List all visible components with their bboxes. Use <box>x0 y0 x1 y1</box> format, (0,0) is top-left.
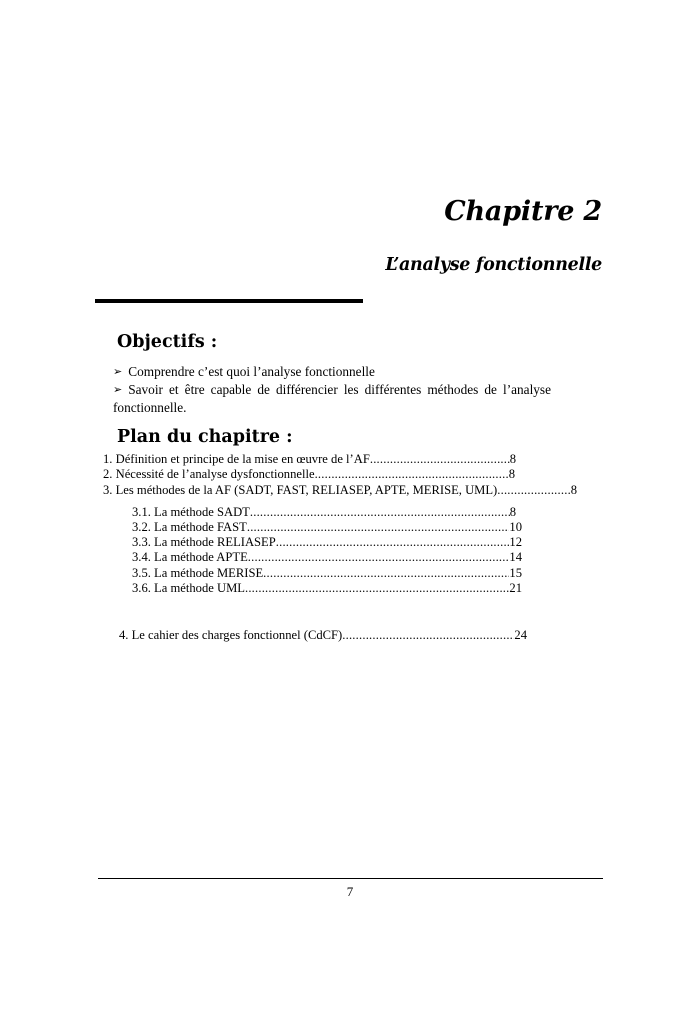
toc-subentry <box>132 565 522 581</box>
toc-entry-label: 3. Les méthodes de la AF (SADT, FAST, RELIASEP, APTE, MERISE, UML) <box>103 483 498 497</box>
toc-subentry <box>132 519 522 535</box>
toc-entry-label: 3.3. La méthode RELIASEP <box>132 535 276 549</box>
chapter-subtitle: L’analyse fonctionnelle <box>385 255 602 275</box>
toc-entry <box>103 451 516 467</box>
toc-entry-label: 3.1. La méthode SADT <box>132 505 250 519</box>
toc-entry <box>103 466 515 482</box>
toc-subentry <box>132 534 522 550</box>
toc-entry-page: 24 <box>514 628 527 642</box>
toc-entry-page: 8 <box>509 452 516 466</box>
toc-entry-page: 8 <box>570 483 577 497</box>
toc-entry-label: 3.6. La méthode UML <box>132 581 245 595</box>
toc-leader-dots <box>370 451 510 467</box>
toc-entry-page: 8 <box>509 505 516 519</box>
toc-entry-label: 4. Le cahier des charges fonctionnel (CdCF) <box>119 628 343 642</box>
toc-leader-dots <box>245 580 509 596</box>
toc-entry <box>119 627 527 643</box>
toc-entry-label: 3.5. La méthode MERISE <box>132 566 264 580</box>
objective-text: Comprendre c’est quoi l’analyse fonctionnelle <box>128 364 375 379</box>
toc-entry <box>103 482 577 498</box>
toc-entry-page: 10 <box>509 520 522 534</box>
toc-leader-dots <box>263 565 509 581</box>
toc-entry-page: 15 <box>509 566 522 580</box>
page-number: 7 <box>346 884 354 899</box>
footer-rule <box>98 878 603 879</box>
toc-entry-page: 8 <box>508 467 515 481</box>
title-underline-rule <box>95 299 363 303</box>
plan-heading: Plan du chapitre : <box>117 427 293 447</box>
toc-entry-label: 3.2. La méthode FAST <box>132 520 247 534</box>
toc-leader-dots <box>342 627 514 643</box>
arrow-bullet-icon: ➢ <box>113 366 123 378</box>
objective-text: Savoir et être capable de différencier les différentes méthodes de l’analyse <box>128 382 551 397</box>
toc-leader-dots <box>315 466 509 482</box>
toc-entry-label: 3.4. La méthode APTE <box>132 550 248 564</box>
objective-item <box>113 364 375 380</box>
toc-subentry <box>132 580 522 596</box>
toc-entry-label: 2. Nécessité de l’analyse dysfonctionnelle <box>103 467 315 481</box>
toc-subentry <box>132 504 516 520</box>
toc-entry-page: 21 <box>509 581 522 595</box>
toc-leader-dots <box>276 534 510 550</box>
arrow-bullet-icon: ➢ <box>113 384 123 396</box>
toc-leader-dots <box>247 519 510 535</box>
toc-subentry <box>132 549 522 565</box>
objectives-heading: Objectifs : <box>117 332 218 352</box>
toc-entry-page: 12 <box>509 535 522 549</box>
objective-item <box>113 382 551 398</box>
objective-item-continuation: fonctionnelle. <box>113 400 187 415</box>
toc-entry-page: 14 <box>509 550 522 564</box>
toc-leader-dots <box>248 549 510 565</box>
toc-entry-label: 1. Définition et principe de la mise en œuvre de l’AF <box>103 452 370 466</box>
toc-leader-dots <box>497 482 570 498</box>
toc-leader-dots <box>250 504 510 520</box>
chapter-title: Chapitre 2 <box>444 196 602 227</box>
